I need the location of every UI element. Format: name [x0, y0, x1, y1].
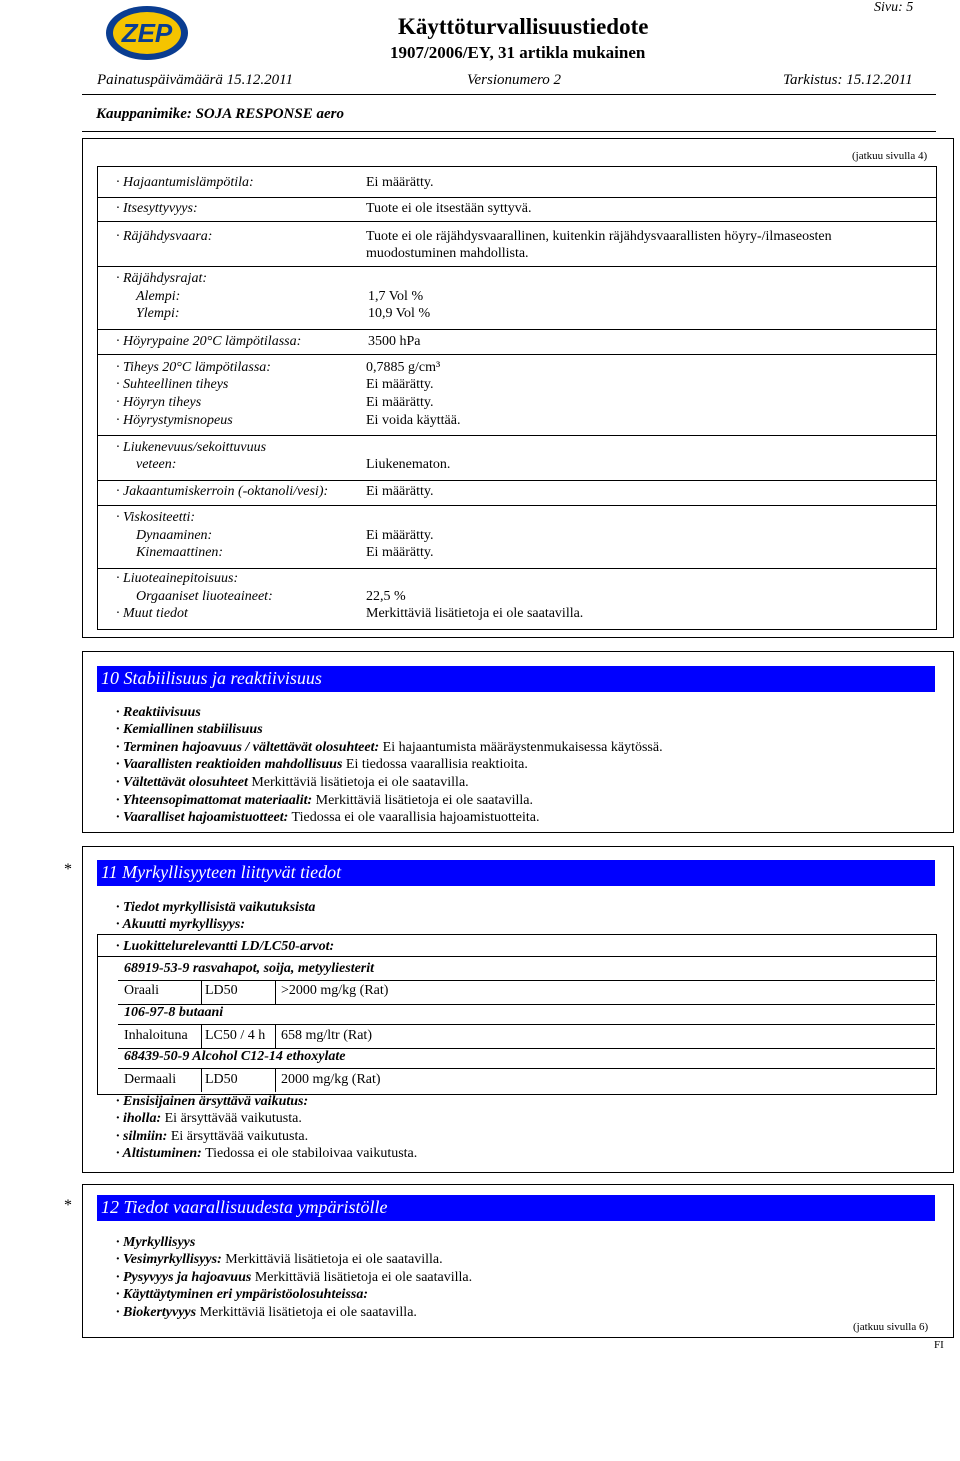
continued-from-label: (jatkuu sivulla 4) [852, 150, 928, 162]
spec-label: Alempi: [136, 289, 181, 304]
toxicity-type: LD50 [205, 983, 238, 998]
spec-label: Kinemaattinen: [136, 545, 224, 560]
spec-value: Ei määrätty. [366, 175, 434, 190]
toxicity-type: LD50 [205, 1072, 238, 1087]
spec-value: 22,5 % [366, 589, 406, 604]
spec-label: Orgaaniset liuoteaineet: [136, 589, 273, 604]
svg-text:ZEP: ZEP [121, 18, 173, 48]
substance-name: 68439-50-9 Alcohol C12-14 ethoxylate [124, 1049, 346, 1064]
spec-value: 10,9 Vol % [368, 306, 431, 321]
substance-name: 68919-53-9 rasvahapot, soija, metyyliesterit [124, 961, 375, 976]
exposure-route: Oraali [124, 983, 159, 998]
toxicology-item: · iholla: Ei ärsyttävää vaikutusta. [116, 1111, 302, 1126]
spec-value: Tuote ei ole räjähdysvaarallinen, kuitenkin räjähdysvaarallisten höyry-/ilmaseosten [366, 229, 832, 244]
exposure-route: Inhaloituna [124, 1028, 188, 1043]
section-10-heading: 10 Stabiilisuus ja reaktiivisuus [97, 666, 935, 692]
toxicity-value: 2000 mg/kg (Rat) [281, 1072, 381, 1087]
stability-item: · Vältettävät olosuhteet Merkittäviä lisätietoja ei ole saatavilla. [116, 775, 469, 790]
spec-label: · Muut tiedot [116, 606, 188, 621]
spec-value: 0,7885 g/cm³ [366, 360, 441, 375]
section-11-heading: 11 Myrkyllisyyteen liittyvät tiedot [97, 860, 935, 886]
toxicology-item: · silmiin: Ei ärsyttävää vaikutusta. [116, 1129, 309, 1144]
spec-value: Tuote ei ole itsestään syttyvä. [366, 201, 532, 216]
page-number: Sivu: 5 [874, 0, 914, 15]
toxicity-value: 658 mg/ltr (Rat) [281, 1028, 372, 1043]
spec-value: Liukenematon. [366, 457, 451, 472]
substance-name: 106-97-8 butaani [124, 1005, 224, 1020]
spec-label: · Tiheys 20°C lämpötilassa: [116, 360, 271, 375]
spec-value: Ei määrätty. [366, 545, 434, 560]
language-code: FI [934, 1339, 944, 1351]
header-rule-bottom [82, 131, 936, 132]
spec-label: Ylempi: [136, 306, 180, 321]
stability-item: · Vaaralliset hajoamistuotteet: Tiedossa ei ole vaarallisia hajoamistuotteita. [116, 810, 540, 825]
stability-item: · Reaktiivisuus [116, 705, 201, 720]
revision-marker: * [64, 1197, 72, 1214]
spec-value: 1,7 Vol % [368, 289, 424, 304]
spec-label: · Liuoteainepitoisuus: [116, 571, 239, 586]
spec-value: muodostuminen mahdollista. [366, 246, 529, 261]
stability-item: · Yhteensopimattomat materiaalit: Merkittäviä lisätietoja ei ole saatavilla. [116, 793, 533, 808]
spec-label: · Hajaantumislämpötila: [116, 175, 254, 190]
zep-logo [104, 4, 190, 62]
spec-value: Merkittäviä lisätietoja ei ole saatavilla. [366, 606, 584, 621]
header-rule-top [82, 94, 936, 95]
spec-label: · Höyrystymisnopeus [116, 413, 233, 428]
spec-value: 3500 hPa [368, 334, 421, 349]
ecology-item: · Biokertyvyys Merkittäviä lisätietoja ei ole saatavilla. [116, 1305, 417, 1320]
continued-on-label: (jatkuu sivulla 6) [853, 1321, 929, 1333]
spec-label: · Räjähdysrajat: [116, 271, 207, 286]
spec-label: Dynaaminen: [136, 528, 213, 543]
spec-value: Ei määrätty. [366, 528, 434, 543]
toxicity-value: >2000 mg/kg (Rat) [281, 983, 389, 998]
spec-label: · Jakaantumiskerroin (-oktanoli/vesi): [116, 484, 329, 499]
version-number: Versionumero 2 [467, 72, 562, 88]
revision-date: Tarkistus: 15.12.2011 [783, 72, 913, 88]
exposure-route: Dermaali [124, 1072, 177, 1087]
document-title: Käyttöturvallisuustiedote [398, 14, 649, 39]
ld-values-title: · Luokittelurelevantti LD/LC50-arvot: [116, 939, 335, 954]
ecology-item: · Myrkyllisyys [116, 1235, 196, 1250]
spec-value: Ei määrätty. [366, 395, 434, 410]
trade-name: Kauppanimike: SOJA RESPONSE aero [96, 106, 344, 122]
stability-item: · Kemiallinen stabiilisuus [116, 722, 263, 737]
print-date: Painatuspäivämäärä 15.12.2011 [97, 72, 293, 88]
spec-value: Ei voida käyttää. [366, 413, 461, 428]
toxicology-item: · Altistuminen: Tiedossa ei ole stabiloivaa vaikutusta. [116, 1146, 418, 1161]
spec-label: · Liukenevuus/sekoittuvuus [116, 440, 267, 455]
spec-value: Ei määrätty. [366, 484, 434, 499]
toxicology-item: · Akuutti myrkyllisyys: [116, 917, 245, 932]
spec-label: · Viskositeetti: [116, 510, 196, 525]
section-12-heading: 12 Tiedot vaarallisuudesta ympäristölle [97, 1195, 935, 1221]
spec-label: · Höyrypaine 20°C lämpötilassa: [116, 334, 302, 349]
stability-item: · Vaarallisten reaktioiden mahdollisuus Ei tiedossa vaarallisia reaktioita. [116, 757, 528, 772]
spec-label: · Suhteellinen tiheys [116, 377, 229, 392]
revision-marker: * [64, 861, 72, 878]
stability-item: · Terminen hajoavuus / vältettävät olosuhteet: Ei hajaantumista määräystenmukaisessa käytössä. [116, 740, 663, 755]
spec-label: · Räjähdysvaara: [116, 229, 213, 244]
ecology-item: · Pysyvyys ja hajoavuus Merkittäviä lisätietoja ei ole saatavilla. [116, 1270, 473, 1285]
toxicology-item: · Tiedot myrkyllisistä vaikutuksista [116, 900, 316, 915]
spec-label: · Itsesyttyvyys: [116, 201, 198, 216]
ecology-item: · Käyttäytyminen eri ympäristöolosuhteissa: [116, 1287, 369, 1302]
toxicology-item: · Ensisijainen ärsyttävä vaikutus: [116, 1094, 309, 1109]
toxicity-type: LC50 / 4 h [205, 1028, 266, 1043]
spec-label: veteen: [136, 457, 177, 472]
spec-label: · Höyryn tiheys [116, 395, 202, 410]
spec-value: Ei määrätty. [366, 377, 434, 392]
document-subtitle: 1907/2006/EY, 31 artikla mukainen [390, 43, 646, 62]
ecology-item: · Vesimyrkyllisyys: Merkittäviä lisätietoja ei ole saatavilla. [116, 1252, 443, 1267]
